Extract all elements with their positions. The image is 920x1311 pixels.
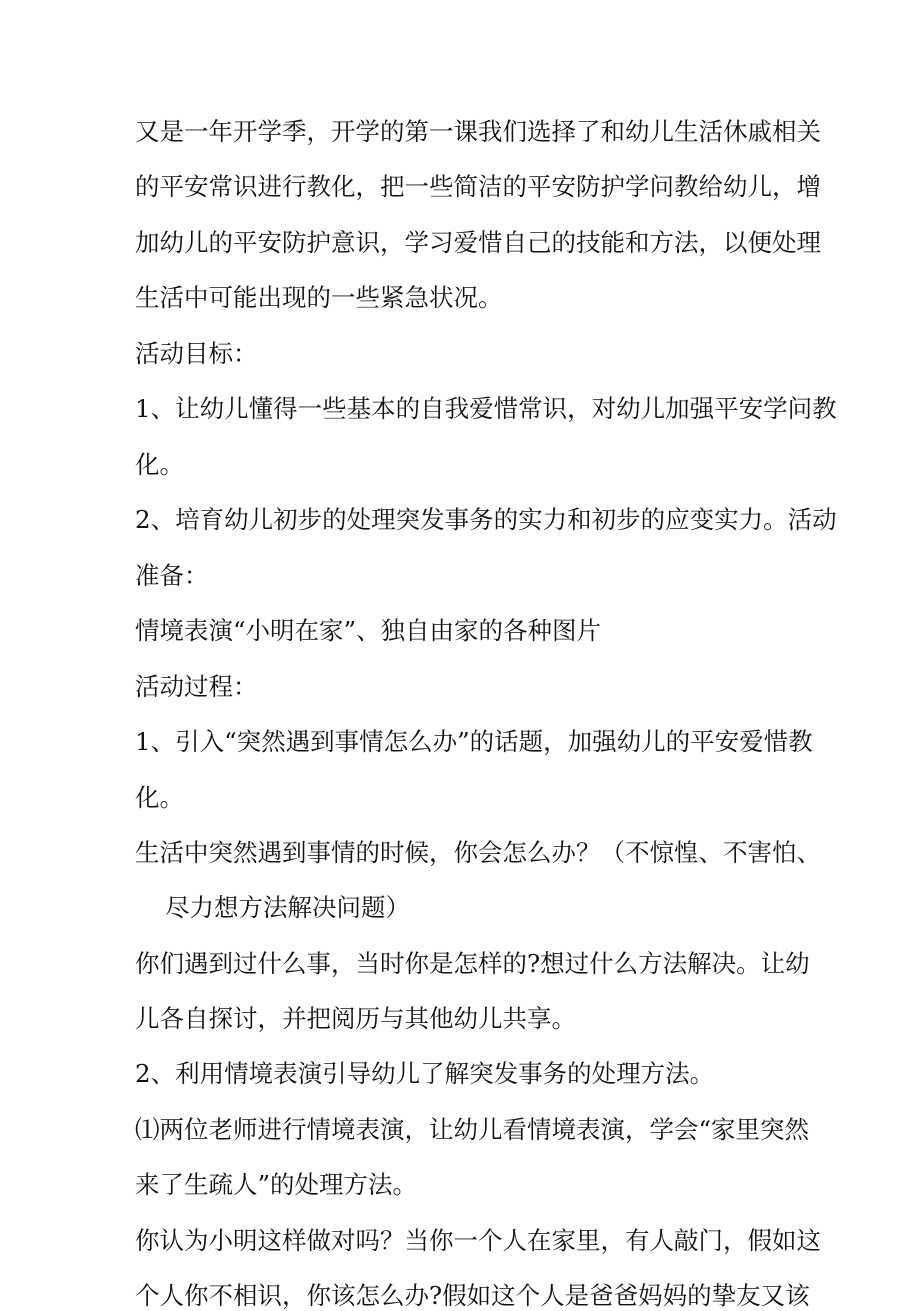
list-item: 1、让幼儿懂得一些基本的自我爱惜常识，对幼儿加强平安学问教 [135, 394, 837, 423]
paragraph-line: 又是一年开学季，开学的第一课我们选择了和幼儿生活休戚相关 [135, 117, 821, 146]
section-heading: 活动过程： [135, 672, 258, 701]
paragraph-line: 尽力想方法解决问题） [165, 893, 410, 922]
paragraph-line: 情境表演“小明在家”、独自由家的各种图片 [135, 616, 602, 645]
list-item-continuation: 化。 [135, 783, 184, 812]
list-item-continuation: 来了生疏人”的处理方法。 [135, 1170, 418, 1199]
list-item: 2、培育幼儿初步的处理突发事务的实力和初步的应变实力。活动 [135, 505, 837, 534]
paragraph-line: 生活中突然遇到事情的时候，你会怎么办？（不惊惶、不害怕、 [135, 838, 821, 867]
paragraph-line: 个人你不相识，你该怎么办?假如这个人是爸爸妈妈的挚友又该 [135, 1281, 810, 1310]
section-heading: 活动目标： [135, 339, 258, 368]
section-heading: 准备： [135, 561, 209, 590]
list-item: 1、引入“突然遇到事情怎么办”的话题，加强幼儿的平安爱惜教 [135, 727, 813, 756]
list-item: 2、利用情境表演引导幼儿了解突发事务的处理方法。 [135, 1059, 715, 1088]
paragraph-line: 加幼儿的平安防护意识，学习爱惜自己的技能和方法，以便处理 [135, 228, 821, 257]
paragraph-line: 生活中可能出现的一些紧急状况。 [135, 283, 503, 312]
paragraph-line: 儿各自探讨，并把阅历与其他幼儿共享。 [135, 1004, 576, 1033]
list-item-continuation: 化。 [135, 450, 184, 479]
paragraph-line: 你们遇到过什么事，当时你是怎样的?想过什么方法解决。让幼 [135, 949, 810, 978]
paragraph-line: 的平安常识进行教化，把一些简洁的平安防护学问教给幼儿，增 [135, 172, 821, 201]
list-item: ⑴两位老师进行情境表演，让幼儿看情境表演，学会“家里突然 [135, 1115, 810, 1144]
paragraph-line: 你认为小明这样做对吗？当你一个人在家里，有人敲门，假如这 [135, 1226, 821, 1255]
